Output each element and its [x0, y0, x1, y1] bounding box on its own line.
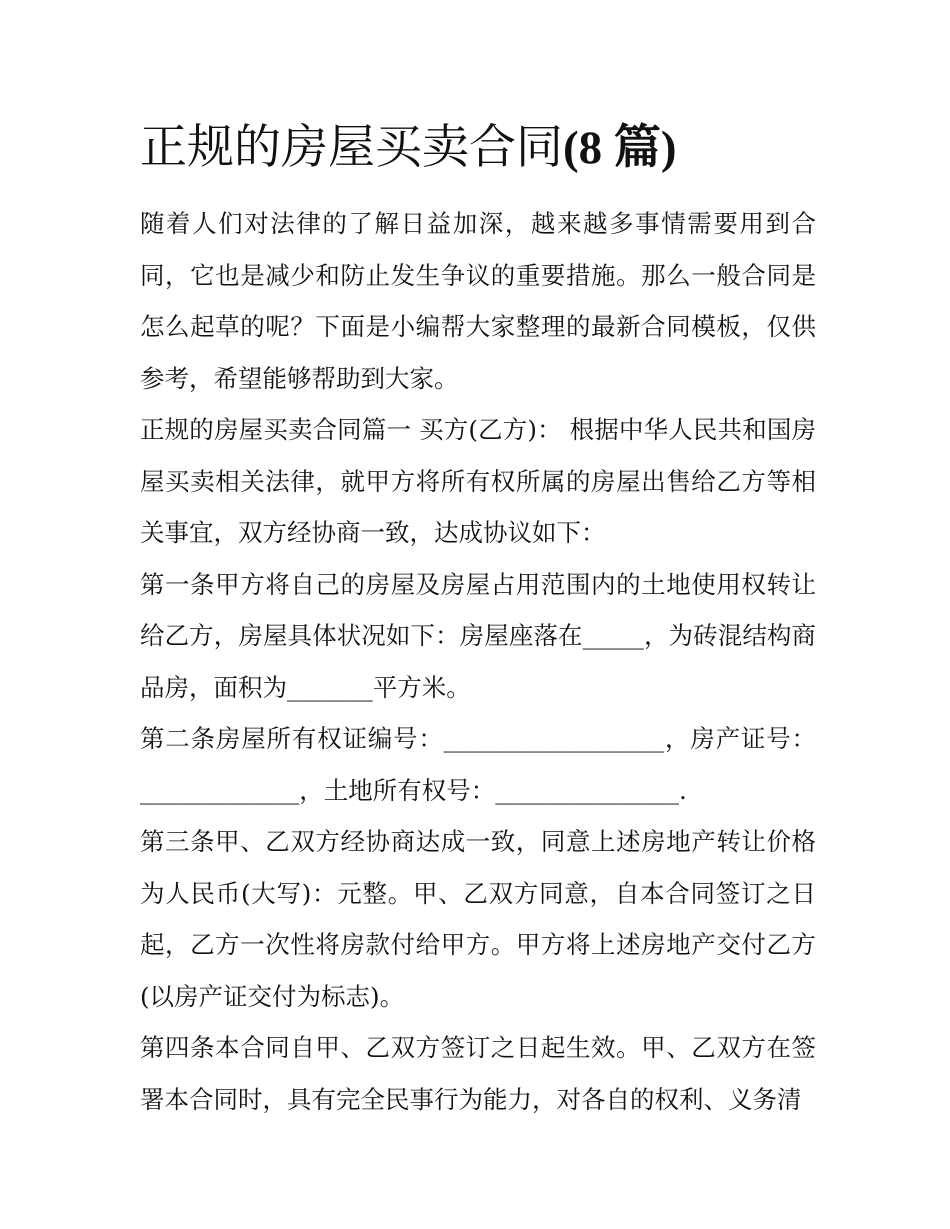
document-title: [140, 118, 677, 178]
title-count: (8 篇): [563, 122, 677, 174]
paragraph-contract-preamble: 正规的房屋买卖合同篇一 买方(乙方)： 根据中华人民共和国房屋买卖相关法律，就甲方将所有权所属的房屋出售给乙方等相关事宜，双方经协商一致，达成协议如下：: [140, 415, 816, 547]
paragraph-article-2: 第二条房屋所有权证编号：__________________，房产证号：_____________，土地所有权号：_______________.: [140, 724, 816, 805]
paragraph-intro: 随着人们对法律的了解日益加深，越来越多事情需要用到合同，它也是减少和防止发生争议的重要措施。那么一般合同是怎么起草的呢？下面是小编帮大家整理的最新合同模板，仅供参考，希望能够帮助到大家。: [140, 209, 816, 393]
document-body: [140, 198, 816, 1125]
paragraph-article-3: 第三条甲、乙双方经协商达成一致，同意上述房地产转让价格为人民币(大写)：元整。甲、乙双方同意，自本合同签订之日起，乙方一次性将房款付给甲方。甲方将上述房地产交付乙方(以房产证交付为标志)。: [140, 827, 816, 1011]
paragraph-article-4: 第四条本合同自甲、乙双方签订之日起生效。甲、乙双方在签署本合同时，具有完全民事行为能力，对各自的权利、义务清: [140, 1033, 816, 1114]
paragraph-article-1: 第一条甲方将自己的房屋及房屋占用范围内的土地使用权转让给乙方，房屋具体状况如下：房屋座落在_____，为砖混结构商品房，面积为_______平方米。: [140, 569, 816, 702]
title-text: 正规的房屋买卖合同: [140, 120, 563, 175]
